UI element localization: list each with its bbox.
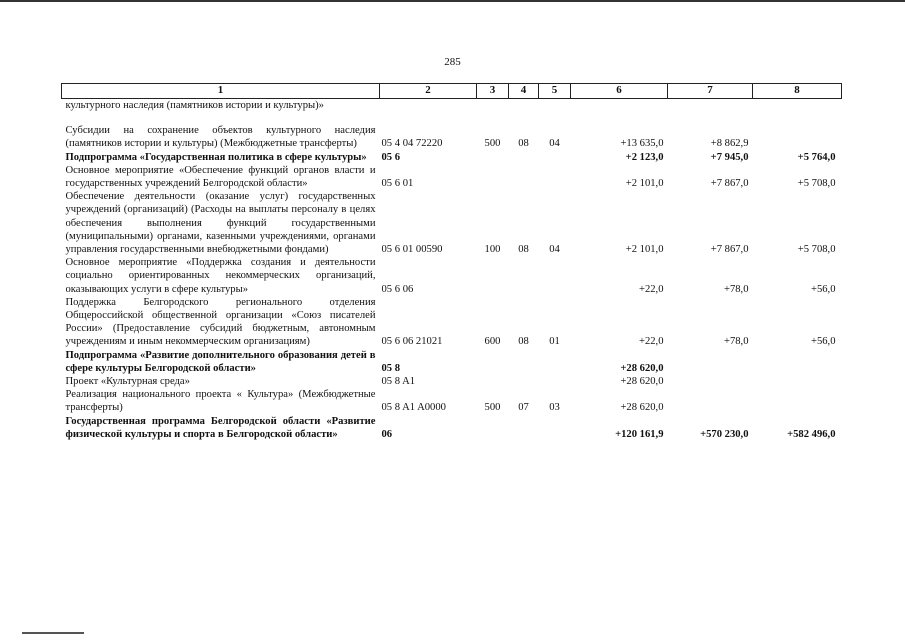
row-c3 [477,151,509,164]
column-header: 2 [380,84,477,99]
page-number: 285 [444,56,461,68]
row-c3: 600 [484,336,501,348]
row-c3: 500 [484,402,501,414]
row-c7 [668,375,753,388]
row-c4: 08 [518,336,529,348]
row-c8: +56,0 [810,336,836,348]
row-c7: +7 945,0 [710,151,749,163]
row-c4: 07 [518,402,529,414]
row-code: 05 8 [381,362,401,374]
row-name: Поддержка Белгородского регионального отделения Общероссийской общественной организации «Союз писателей России» (Предоставление субсидий бюджетным, автономным учреждениям и иным некоммерческим организациям) [65,296,376,348]
row-c6 [571,99,668,113]
row-name: Подпрограмма «Государственная политика в сфере культуры» [65,151,367,163]
row-c8 [753,375,842,388]
row-c7 [668,349,753,375]
row-c3 [477,256,509,296]
row-code: 06 [381,428,393,440]
row-c5: 03 [549,402,560,414]
row-c5: 04 [549,138,560,150]
column-header: 7 [668,84,753,99]
row-c8 [753,124,842,150]
row-c7: +78,0 [723,336,749,348]
row-c5 [539,375,571,388]
column-header: 6 [571,84,668,99]
row-c5 [539,164,571,190]
row-c7: +570 230,0 [700,428,749,440]
row-c8: +5 708,0 [797,244,836,256]
column-header: 3 [477,84,509,99]
row-c3: 500 [484,138,501,150]
table-row [62,375,842,388]
row-c4 [509,164,539,190]
row-c6: +120 161,9 [615,428,664,440]
row-code: 05 6 06 [381,283,414,295]
column-header: 1 [62,84,380,99]
table-row [62,296,842,349]
row-c3 [477,99,509,113]
column-header: 8 [753,84,842,99]
row-c7 [668,388,753,414]
column-header: 5 [539,84,571,99]
column-header: 4 [509,84,539,99]
row-c4 [509,151,539,164]
row-c8 [753,349,842,375]
row-c4 [509,256,539,296]
row-c6: +22,0 [638,283,664,295]
row-c6: +2 101,0 [625,244,664,256]
table-row [62,349,842,375]
row-c8: +5 764,0 [797,151,836,163]
row-c4 [509,349,539,375]
row-code: 05 8 A1 A0000 [381,402,446,414]
row-c4 [509,415,539,441]
budget-table [61,83,842,441]
row-c6: +28 620,0 [620,362,664,374]
table-row [62,256,842,296]
row-c4 [509,375,539,388]
row-name: Субсидии на сохранение объектов культурного наследия (памятников истории и культуры) (Межбюджетные трансферты) [65,125,376,150]
table-header-row [62,84,842,99]
row-c5 [539,256,571,296]
top-border-line [0,0,905,2]
row-c3 [477,375,509,388]
row-c7 [668,99,753,113]
row-c5 [539,415,571,441]
row-c5: 04 [549,244,560,256]
row-c4: 08 [518,138,529,150]
footnote-line [22,632,84,634]
row-c7: +7 867,0 [710,178,749,190]
row-code: 05 6 01 [381,178,414,190]
row-name: Основное мероприятие «Поддержка создания и деятельности социально ориентированных некоммерческих организаций, оказывающих услуги в сфере культуры» [65,257,376,295]
row-code [380,99,477,113]
row-name: культурного наследия (памятников истории и культуры)» [65,100,324,111]
row-c6: +22,0 [638,336,664,348]
row-c6: +13 635,0 [620,138,664,150]
row-spacer [62,112,842,124]
row-c7: +7 867,0 [710,244,749,256]
row-c4: 08 [518,244,529,256]
row-code: 05 4 04 72220 [381,138,443,150]
row-c5 [539,349,571,375]
table-row [62,124,842,150]
row-code: 05 6 01 00590 [381,244,443,256]
row-code: 05 8 A1 [381,376,416,388]
row-name: Подпрограмма «Развитие дополнительного образования детей в сфере культуры Белгородской области» [65,349,376,374]
table-row [62,415,842,441]
row-c3: 100 [484,244,501,256]
row-c3 [477,415,509,441]
row-c8 [753,99,842,113]
row-c8 [753,388,842,414]
row-c5 [539,151,571,164]
row-c8: +5 708,0 [797,178,836,190]
row-c3 [477,349,509,375]
row-code: 05 6 [381,151,401,163]
row-c7: +8 862,9 [710,138,749,150]
table-row [62,190,842,256]
row-name: Проект «Культурная среда» [65,376,190,388]
row-name: Обеспечение деятельности (оказание услуг) государственных учреждений (организаций) (Расходы на выплаты персоналу в целях обеспечения выполнения функций государственными (муниципальными) органами, казенными учреждениями, органами управления государственными внебюджетными фондами) [65,191,376,256]
row-c8: +56,0 [810,283,836,295]
row-c7: +78,0 [723,283,749,295]
row-name: Реализация национального проекта « Культура» (Межбюджетные трансферты) [65,389,376,414]
table-row [62,151,842,164]
row-c8: +582 496,0 [787,428,836,440]
row-name: Основное мероприятие «Обеспечение функций органов власти и государственных учреждений Белгородской области» [65,164,376,190]
row-c6: +28 620,0 [620,376,664,388]
row-c6: +2 123,0 [625,151,664,163]
row-c6: +2 101,0 [625,178,664,190]
table-row [62,388,842,414]
row-c6: +28 620,0 [620,402,664,414]
row-c5 [539,99,571,113]
table-row [62,99,842,113]
row-c5: 01 [549,336,560,348]
row-c4 [509,99,539,113]
row-name: Государственная программа Белгородской области «Развитие физической культуры и спорта в Белгородской области» [65,415,376,440]
row-c3 [477,164,509,190]
row-code: 05 6 06 21021 [381,336,443,348]
table-row [62,164,842,190]
